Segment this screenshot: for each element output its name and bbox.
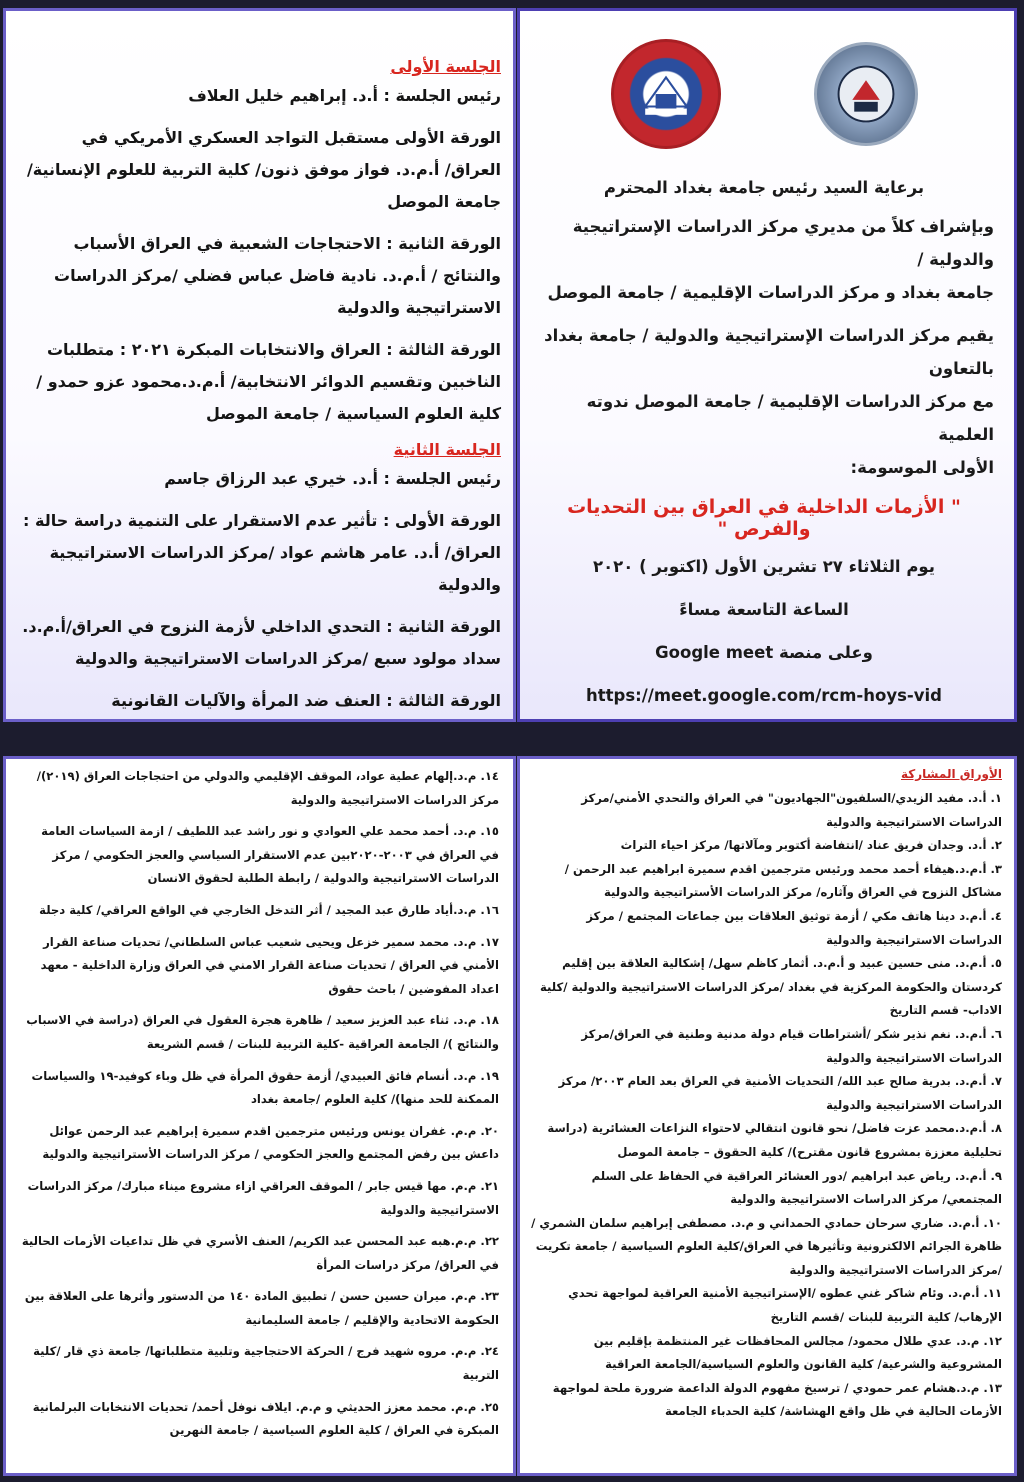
logos-row <box>534 39 994 149</box>
meeting-link[interactable]: https://meet.google.com/rcm-hoys-vid <box>586 686 942 705</box>
session-2 <box>20 440 501 722</box>
session-2-paper-1: الورقة الأولى : تأثير عدم الاستقرار على التنمية دراسة حالة : العراق/ أ.د. عامر هاشم عواد /مركز الدراسات الاستراتيجية والدولية <box>23 511 501 594</box>
sponsorship-line: برعاية السيد رئيس جامعة بغداد المحترم <box>603 178 925 197</box>
session-1-title: الجلسة الأولى <box>390 57 501 76</box>
paper-item: ٢٥. م.م. محمد معزز الحديثي و م.م. ايلاف نوفل أحمد/ تحديات الانتخابات البرلمانية المبكرة في العراق / كلية العلوم السياسية / جامعة النهرين <box>32 1399 499 1438</box>
session-1-chair: رئيس الجلسة : أ.د. إبراهيم خليل العلاف <box>188 86 501 105</box>
paper-item: ٢. أ.د. وجدان فريق عناد /انتفاضة أكتوبر ومآلاتها/ مركز احياء التراث <box>620 838 1002 853</box>
paper-item: ٧. أ.م.د. بدرية صالح عبد الله/ التحديات الأمنية في العراق بعد العام ٢٠٠٣/ مركز الدراسات الاستراتيجية والدولية <box>558 1074 1002 1112</box>
regional-studies-emblem <box>614 42 718 146</box>
paper-item: ٢٣. م.م. ميران حسين حسن / تطبيق المادة ١٤٠ من الدستور وأثرها على العلاقة بين الحكومة الاتحادية والإقليم / جامعة السليمانية <box>24 1289 499 1327</box>
paper-item: ٣. أ.م.د.هيفاء أحمد محمد ورئيس مترجمين اقدم سميرة ابراهيم عبد الرحمن /مشاكل النزوح في العراق وآثاره/ مركز الدراسات الأستراتيجية والدولية <box>564 861 1002 900</box>
strategic-studies-center-logo <box>814 42 918 146</box>
session-2-paper-3: الورقة الثالثة : العنف ضد المرأة والآليات القانونية <box>111 691 501 710</box>
paper-item: ١٢. م.د. عدي طلال محمود/ مجالس المحافظات غير المنتظمة بإقليم بين المشروعية والشرعية/ كلية القانون والعلوم السياسية/الجامعة العراقية <box>593 1333 1002 1372</box>
paper-item: ١٧. م.د. محمد سمير خزعل ويحيى شعيب عباس السلطاني/ تحديات صناعة القرار الأمني في العراق / تحديات صناعة القرار الامني في العراق وزارة الداخلية - معهد اعداد المفوضين / باحث حقوق <box>40 934 499 996</box>
papers-panel-right <box>517 756 1017 1476</box>
organizer-line-3: الأولى الموسومة: <box>850 458 994 477</box>
paper-item: ٩. أ.م.د. رياض عبد ابراهيم /دور العشائر العراقية في الحفاظ على السلم المجتمعي/ مركز الدراسات الاستراتيجية والدولية <box>591 1168 1002 1207</box>
session-2-chair: رئيس الجلسة : أ.د. خيري عبد الرزاق جاسم <box>164 469 501 488</box>
participating-papers-title: الأوراق المشاركة <box>901 767 1002 781</box>
session-1-paper-1: الورقة الأولى مستقبل التواجد العسكري الأمريكي في العراق/ أ.م.د. فواز موفق ذنون/ كلية التربية للعلوم الإنسانية/ جامعة الموصل <box>26 128 501 211</box>
paper-item: ١٨. م.د. ثناء عبد العزيز سعيد / ظاهرة هجرة العقول في العراق (دراسة في الاسباب والنتائج )/ الجامعة العراقية -كلية التربية للبنات / قسم الشريعة <box>26 1013 499 1051</box>
regional-studies-center-logo <box>611 39 721 149</box>
supervision-line-1: وبإشراف كلاً من مديري مركز الدراسات الإستراتيجية والدولية / <box>572 217 994 269</box>
paper-item: ١١. أ.م.د. وئام شاكر غني عطوه /الإستراتيجية الأمنية العراقية لمواجهة تحدي الإرهاب/ كلية التربية للبنات /قسم التاريخ <box>568 1286 1002 1325</box>
seminar-title: " الأزمات الداخلية في العراق بين التحديات والفرص " <box>567 496 961 540</box>
paper-item: ٨. أ.م.د.محمد عزت فاضل/ نحو قانون انتقالي لاحتواء النزاعات العشائرية (دراسة تحليلية معززة بمشروع قانون مقترح)/ كلية الحقوق – جامعة الموصل <box>547 1121 1002 1159</box>
papers-list-right <box>530 787 1002 1424</box>
papers-panel-left <box>3 756 516 1476</box>
paper-item: ٢٤. م.م. مروه شهيد فرج / الحركة الاحتجاجية وتلبية متطلباتها/ جامعة ذي قار /كلية التربية <box>33 1344 499 1383</box>
papers-list-left <box>18 765 499 1443</box>
paper-item: ١٩. م.د. أنسام فائق العبيدي/ أزمة حقوق المرأة في ظل وباء كوفيد-١٩ والسياسات الممكنة للحد منها)/ كلية العلوم /جامعة بغداد <box>31 1068 499 1107</box>
paper-item: ٥. أ.م.د. منى حسين عبيد و أ.م.د. أثمار كاظم سهل/ إشكالية العلاقة بين إقليم كردستان والحكومة المركزية في بغداد /مركز الدراسات الاستراتيجية والدولية /كلية الاداب- قسم التاريخ <box>539 956 1002 1018</box>
organizer-line-2: مع مركز الدراسات الإقليمية / جامعة الموصل ندوته العلمية <box>586 392 994 444</box>
organizer-line-1: يقيم مركز الدراسات الإستراتيجية والدولية / جامعة بغداد بالتعاون <box>544 326 994 378</box>
paper-item: ١٠. أ.م.د. ضاري سرحان حمادي الحمداني و م.د. مصطفى إبراهيم سلمان الشمري /ظاهرة الجرائم الالكترونية وتأثيرها في العراق/كلية العلوم السياسية / جامعة تكريت /مركز الدراسات الاستراتيجية والدولية <box>531 1215 1002 1277</box>
paper-item: ١٦. م.د.أياد طارق عبد المجيد / أثر التدخل الخارجي في الواقع العراقي/ كلية دجلة <box>39 902 499 917</box>
session-1-paper-2: الورقة الثانية : الاحتجاجات الشعبية في العراق الأسباب والنتائج / أ.م.د. نادية فاضل عباس فضلي /مركز الدراسات الاستراتيجية والدولية <box>54 234 501 317</box>
sessions-panel <box>3 8 516 722</box>
seminar-date: يوم الثلاثاء ٢٧ تشرين الأول (اكتوبر ) ٢٠٢٠ <box>593 557 935 576</box>
paper-item: ١٣. م.د.هشام عمر حمودي / ترسيخ مفهوم الدولة الداعمة ضرورة ملحة لمواجهة الأزمات الحالية في ظل واقع الهشاشة/ كلية الحدباء الجامعة <box>552 1380 1002 1419</box>
session-1 <box>20 57 501 430</box>
strategic-studies-emblem <box>817 45 915 143</box>
paper-item: ٢٢. م.م.هبه عبد المحسن عبد الكريم/ العنف الأسري في ظل تداعيات الأزمات الحالية في العراق/ مركز دراسات المرأة <box>21 1234 499 1272</box>
invitation-panel <box>517 8 1017 722</box>
session-2-title: الجلسة الثانية <box>393 440 501 459</box>
paper-item: ١٥. م.د. أحمد محمد علي العوادي و نور راشد عبد اللطيف / ازمة السياسات العامة في العراق في ٢٠٠٣-٢٠٢٠بين عدم الاستقرار السياسي والعجز الحكومي / مركز الدراسات الاستراتيجية والدولية / رابطة الطلبة لحقوق الانسان <box>41 824 499 886</box>
supervision-line-2: جامعة بغداد و مركز الدراسات الإقليمية / جامعة الموصل <box>547 283 994 302</box>
paper-item: ٢٠. م.م. غفران يونس ورئيس مترجمين اقدم سميرة إبراهيم عبد الرحمن عوائل داعش بين رفض المجتمع والعجز الحكومي / مركز الدراسات الأستراتيجية والدولية <box>42 1123 499 1162</box>
session-1-paper-3: الورقة الثالثة : العراق والانتخابات المبكرة ٢٠٢١ : متطلبات الناخبين وتقسيم الدوائر الانتخابية/ أ.م.د.محمود عزو حمدو /كلية العلوم السياسية / جامعة الموصل <box>36 340 501 423</box>
seminar-time: الساعة التاسعة مساءً <box>679 600 849 619</box>
paper-item: ٦. أ.م.د. نغم نذير شكر /أشتراطات قيام دولة مدنية وطنية في العراق/مركز الدراسات الاستراتيجية والدولية <box>581 1026 1002 1065</box>
seminar-platform: وعلى منصة Google meet <box>655 643 873 662</box>
paper-item: ١٤. م.د.إلهام عطية عواد، الموقف الإقليمي والدولي من احتجاجات العراق (٢٠١٩)/مركز الدراسات الاستراتيجية والدولية <box>36 769 499 807</box>
session-2-paper-2: الورقة الثانية : التحدي الداخلي لأزمة النزوح في العراق/أ.م.د. سداد مولود سبع /مركز الدراسات الاستراتيجية والدولية <box>22 617 501 668</box>
paper-item: ١. أ.د. مفيد الزيدي/السلفيون"الجهاديون" في العراق والتحدي الأمني/مركز الدراسات الاستراتيجية والدولية <box>581 791 1002 829</box>
paper-item: ٤. أ.م.د دينا هاتف مكي / أزمة توثيق العلاقات بين جماعات المجتمع / مركز الدراسات الاستراتيجية والدولية <box>586 908 1002 947</box>
paper-item: ٢١. م.م. مها قيس جابر / الموقف العراقي ازاء مشروع ميناء مبارك/ مركز الدراسات الاستراتيجية والدولية <box>27 1178 499 1217</box>
